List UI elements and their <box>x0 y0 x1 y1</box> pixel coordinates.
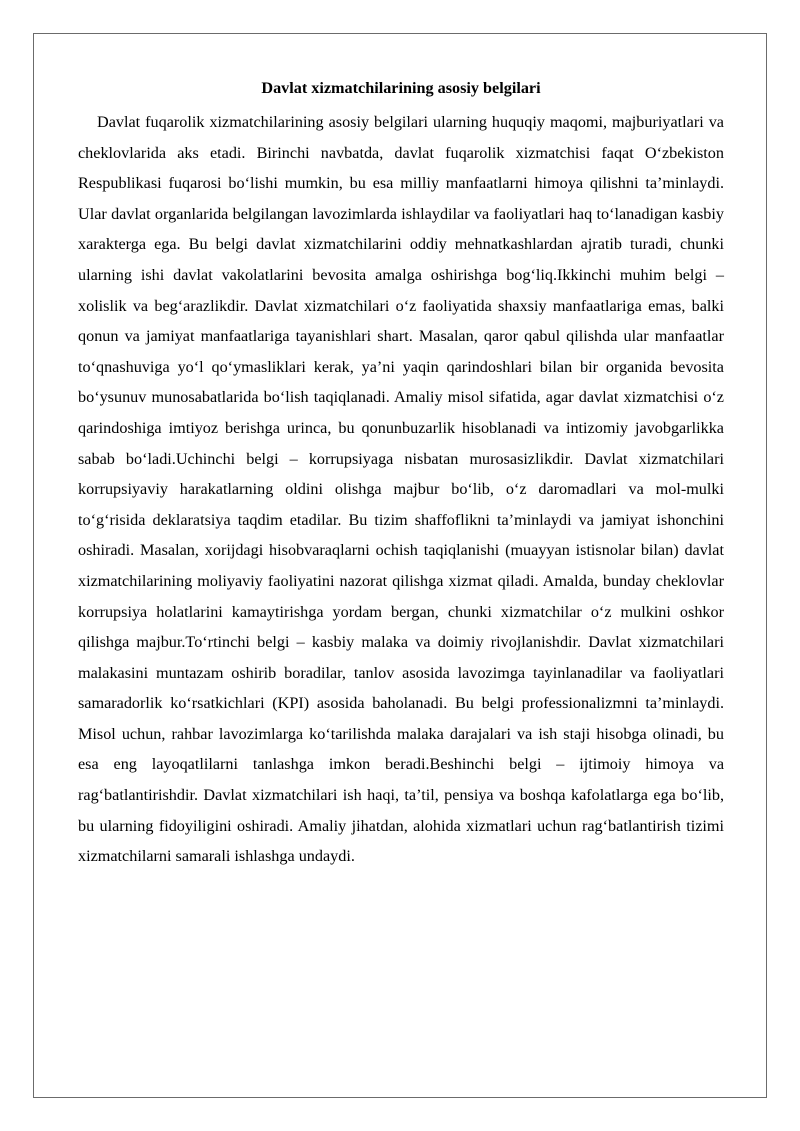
document-title: Davlat xizmatchilarining asosiy belgilari <box>261 79 541 97</box>
document-body-paragraph: Davlat fuqarolik xizmatchilarining asosiy belgilari ularning huquqiy maqomi, majburiyatlari va cheklovlarida aks etadi. Birinchi navbatda, davlat fuqarolik xizmatchisi faqat O‘zbekiston Respublikasi fuqarosi bo‘lishi mumkin, bu esa milliy manfaatlarni himoya qilishni ta’minlaydi. Ular davlat organlarida belgilangan lavozimlarda ishlaydilar va faoliyatlari haq to‘lanadigan kasbiy xarakterga ega. Bu belgi davlat xizmatchilarini oddiy mehnatkashlardan ajratib turadi, chunki ularning ishi davlat vakolatlarini bevosita amalga oshirishga bog‘liq.Ikkinchi muhim belgi – xolislik va beg‘arazlikdir. Davlat xizmatchilari o‘z faoliyatida shaxsiy manfaatlariga emas, balki qonun va jamiyat manfaatlariga tayanishlari shart. Masalan, qaror qabul qilishda ular manfaatlar to‘qnashuviga yo‘l qo‘ymasliklari kerak, ya’ni yaqin qarindoshlari bilan bir organida bevosita bo‘ysunuv munosabatlarida bo‘lish taqiqlanadi. Amaliy misol sifatida, agar davlat xizmatchisi o‘z qarindoshiga imtiyoz berishga urinca, bu qonunbuzarlik hisoblanadi va intizomiy javobgarlikka sabab bo‘ladi.Uchinchi belgi – korrupsiyaga nisbatan murosasizlikdir. Davlat xizmatchilari korrupsiyaviy harakatlarning oldini olishga majbur bo‘lib, o‘z daromadlari va mol-mulki to‘g‘risida deklaratsiya taqdim etadilar. Bu tizim shaffoflikni ta’minlaydi va jamiyat ishonchini oshiradi. Masalan, xorijdagi hisobvaraqlarni ochish taqiqlanishi (muayyan istisnolar bilan) davlat xizmatchilarining moliyaviy faoliyatini nazorat qilishga xizmat qiladi. Amalda, bunday cheklovlar korrupsiya holatlarini kamaytirishga yordam bergan, chunki xizmatchilar o‘z mulkini oshkor qilishga majbur.To‘rtinchi belgi – kasbiy malaka va doimiy rivojlanishdir. Davlat xizmatchilari malakasini muntazam oshirib boradilar, tanlov asosida lavozimga tayinlanadilar va faoliyatlari samaradorlik ko‘rsatkichlari (KPI) asosida baholanadi. Bu belgi professionalizmni ta’minlaydi. Misol uchun, rahbar lavozimlarga ko‘tarilishda malaka darajalari va ish staji hisobga olinadi, bu esa eng layoqatlilarni tanlashga imkon beradi.Beshinchi belgi – ijtimoiy himoya va rag‘batlantirishdir. Davlat xizmatchilari ish haqi, ta’til, pensiya va boshqa kafolatlarga ega bo‘lib, bu ularning fidoyiligini oshiradi. Amaliy jihatdan, alohida xizmatlari uchun rag‘batlantirish tizimi xizmatchilarni samarali ishlashga undaydi. <box>78 113 724 866</box>
